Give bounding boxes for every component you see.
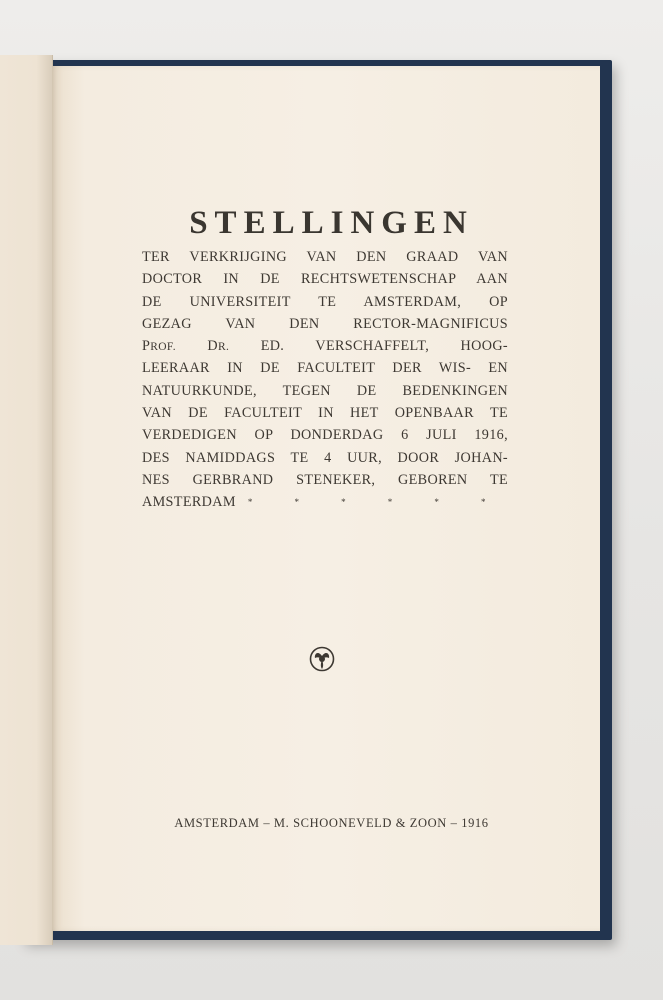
body-line: VAN DE FACULTEIT IN HET OPENBAAR TE: [142, 405, 508, 422]
ornament-star-icon: *: [341, 497, 346, 508]
ornament-star-icon: *: [247, 497, 253, 508]
ornament-star-icon: *: [480, 497, 486, 508]
thesis-statement: [142, 246, 508, 514]
printer-device-icon: [309, 646, 335, 672]
body-line: NATUURKUNDE, TEGEN DE BEDENKINGEN: [142, 382, 508, 399]
page-title: STELLINGEN: [189, 205, 474, 241]
ornament-star-icon: *: [294, 497, 300, 508]
body-line: VERDEDIGEN OP DONDERDAG 6 JULI 1916,: [142, 427, 508, 444]
body-line-final: [142, 491, 508, 513]
body-line-text: AMSTERDAM: [142, 494, 236, 511]
ornament-star-icon: *: [387, 497, 393, 508]
body-line: LEERAAR IN DE FACULTEIT DER WIS- EN: [142, 360, 508, 377]
body-line: PROF. DR. ED. VERSCHAFFELT, HOOG-: [142, 338, 508, 355]
body-line: DE UNIVERSITEIT TE AMSTERDAM, OP: [142, 293, 508, 310]
body-line: GEZAG VAN DEN RECTOR-MAGNIFICUS: [142, 315, 508, 332]
left-page-edge: [0, 55, 53, 945]
body-line: TER VERKRIJGING VAN DEN GRAAD VAN: [142, 249, 508, 265]
ornament-row: [248, 491, 486, 513]
body-line: DOCTOR IN DE RECHTSWETENSCHAP AAN: [142, 271, 508, 288]
publisher-imprint: AMSTERDAM – M. SCHOONEVELD & ZOON – 1916: [174, 816, 489, 830]
body-line: DES NAMIDDAGS TE 4 UUR, DOOR JOHAN-: [142, 449, 508, 466]
ornament-star-icon: *: [434, 497, 440, 508]
body-line: NES GERBRAND STENEKER, GEBOREN TE: [142, 471, 508, 488]
